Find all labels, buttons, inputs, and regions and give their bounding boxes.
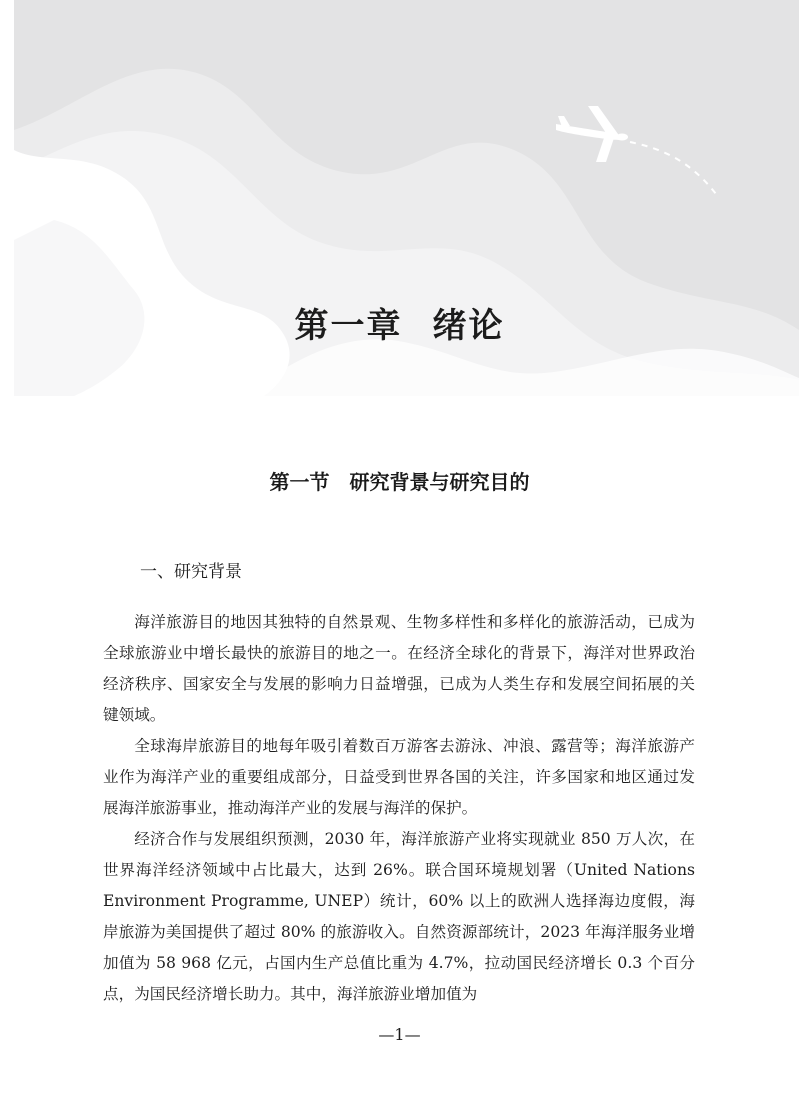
chapter-number: 第一章 (294, 306, 403, 346)
airplane-icon (548, 96, 728, 206)
dashed-flight-path (630, 142, 716, 194)
section-number: 第一节 (269, 470, 330, 494)
body-text (103, 607, 695, 1010)
paragraph-3: 经济合作与发展组织预测，2030 年，海洋旅游产业将实现就业 850 万人次，在世界海洋经济领域中占比最大，达到 26%。联合国环境规划署（United Nations Environment Programme, UNEP）统计，60% 以上的欧洲人选择海边度假，海岸旅游为美国提供了超过 80% 的旅游收入。自然资源部统计，2023 年海洋服务业增加值为 58 968 亿元，占国内生产总值比重为 4.7%，拉动国民经济增长 0.3 个百分点，为国民经济增长助力。其中，海洋旅游业增加值为 (103, 830, 695, 1003)
chapter-name: 绪论 (432, 306, 505, 346)
paragraph-1: 海洋旅游目的地因其独特的自然景观、生物多样性和多样化的旅游活动，已成为全球旅游业中增长最快的旅游目的地之一。在经济全球化的背景下，海洋对世界政治经济秩序、国家安全与发展的影响力日益增强，已成为人类生存和发展空间拓展的关键领域。 (103, 613, 695, 724)
section-name: 研究背景与研究目的 (349, 470, 530, 494)
subsection-title: 一、研究背景 (140, 562, 242, 582)
page-number: —1— (378, 1025, 421, 1044)
chapter-title (0, 298, 799, 347)
section-title (0, 466, 799, 495)
paragraph-2: 全球海岸旅游目的地每年吸引着数百万游客去游泳、冲浪、露营等；海洋旅游产业作为海洋产业的重要组成部分，日益受到世界各国的关注，许多国家和地区通过发展海洋旅游事业，推动海洋产业的发展与海洋的保护。 (103, 737, 695, 817)
